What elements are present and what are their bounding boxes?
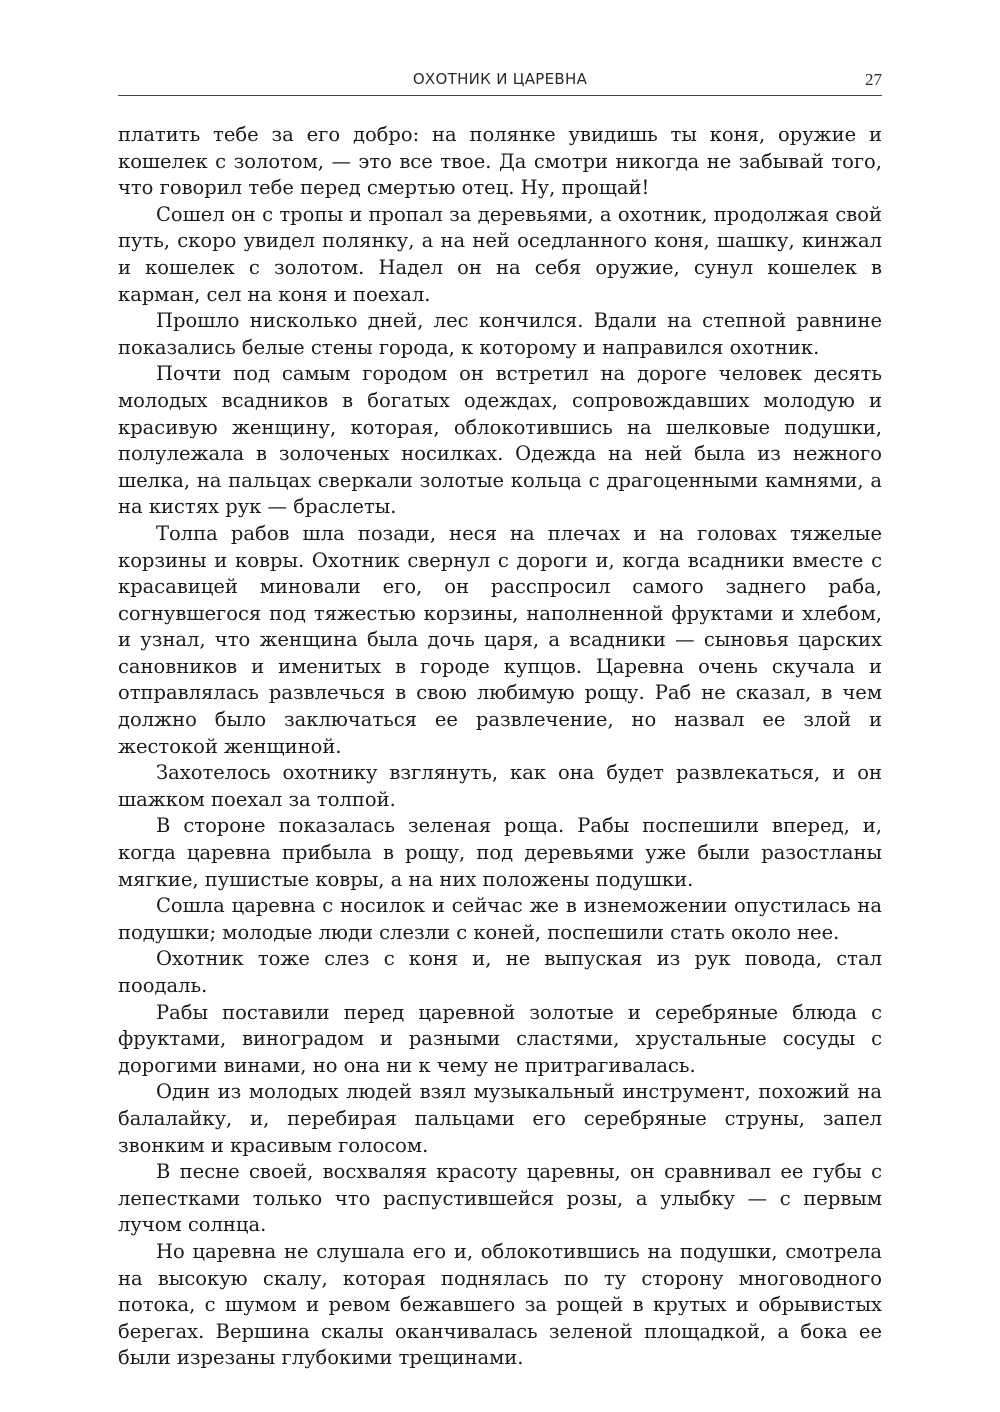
paragraph: Один из молодых людей взял музыкальный инструмент, похожий на балалайку, и, перебирая пальцами его серебряные струны, запел звонким и красивым голосом. [118, 1080, 882, 1157]
header-rule [118, 95, 882, 96]
paragraph: Прошло нисколько дней, лес кончился. Вдали на степной равнине показались белые стены города, к которому и направился охотник. [118, 309, 882, 359]
chapter-title: ОХОТНИК И ЦАРЕВНА [412, 70, 588, 88]
paragraph: Толпа рабов шла позади, неся на плечах и на головах тяжелые корзины и ковры. Охотник свернул с дороги и, когда всадники вместе с красавицей миновали его, он расспросил самого заднего раба, согнувшегося под тяжестью корзины, наполненной фруктами и хлебом, и узнал, что женщина была дочь царя, а всадники — сыновья царских сановников и именитых в городе купцов. Царевна очень скучала и отправлялась развлечься в свою любимую рощу. Раб не сказал, в чем должно было заключаться ее развлечение, но назвал ее злой и жестокой женщиной. [118, 521, 882, 758]
paragraph: В стороне показалась зеленая роща. Рабы поспешили вперед, и, когда царевна прибыла в рощу, под деревьями уже были разостланы мягкие, пушистые ковры, а на них положены подушки. [118, 814, 882, 891]
paragraph: Рабы поставили перед царевной золотые и серебряные блюда с фруктами, виноградом и разными сластями, хрустальные сосуды с дорогими винами, но она ни к чему не притрагивалась. [118, 1000, 882, 1077]
paragraph: В песне своей, восхваляя красоту царевны, он сравнивал ее губы с лепестками только что распустившейся розы, а улыбку — с первым лучом солнца. [118, 1160, 882, 1237]
paragraph: Сошла царевна с носилок и сейчас же в изнеможении опустилась на подушки; молодые люди слезли с коней, поспешили стать около нее. [118, 894, 882, 944]
paragraph: Но царевна не слушала его и, облокотившись на подушки, смотрела на высокую скалу, которая поднялась по ту сторону многоводного потока, с шумом и ревом бежавшего за рощей в крутых и обрывистых берегах. Вершина скалы оканчивалась зеленой площадкой, а бока ее были изрезаны глубокими трещинами. [118, 1239, 882, 1370]
paragraph: Охотник тоже слез с коня и, не выпуская из рук повода, стал поодаль. [118, 947, 882, 997]
page-number: 27 [865, 70, 882, 89]
running-head [118, 70, 882, 94]
paragraph: Почти под самым городом он встретил на дороге человек десять молодых всадников в богатых одеждах, сопровождавших молодую и красивую женщину, которая, облокотившись на шелковые подушки, полулежала в золоченых носилках. Одежда на ней была из нежного шелка, на пальцах сверкали золотые кольца с драгоценными камнями, а на кистях рук — браслеты. [118, 362, 882, 519]
body-text [118, 122, 882, 1372]
paragraph: Сошел он с тропы и пропал за деревьями, а охотник, продолжая свой путь, скоро увидел полянку, а на ней оседланного коня, шашку, кинжал и кошелек с золотом. Надел он на себя оружие, сунул кошелек в карман, сел на коня и поехал. [118, 202, 882, 306]
paragraph: платить тебе за его добро: на полянке увидишь ты коня, оружие и кошелек с золотом, — это все твое. Да смотри никогда не забывай того, что говорил тебе перед смертью отец. Ну, прощай! [118, 123, 882, 200]
paragraph: Захотелось охотнику взглянуть, как она будет развлекаться, и он шажком поехал за толпой. [118, 761, 882, 811]
